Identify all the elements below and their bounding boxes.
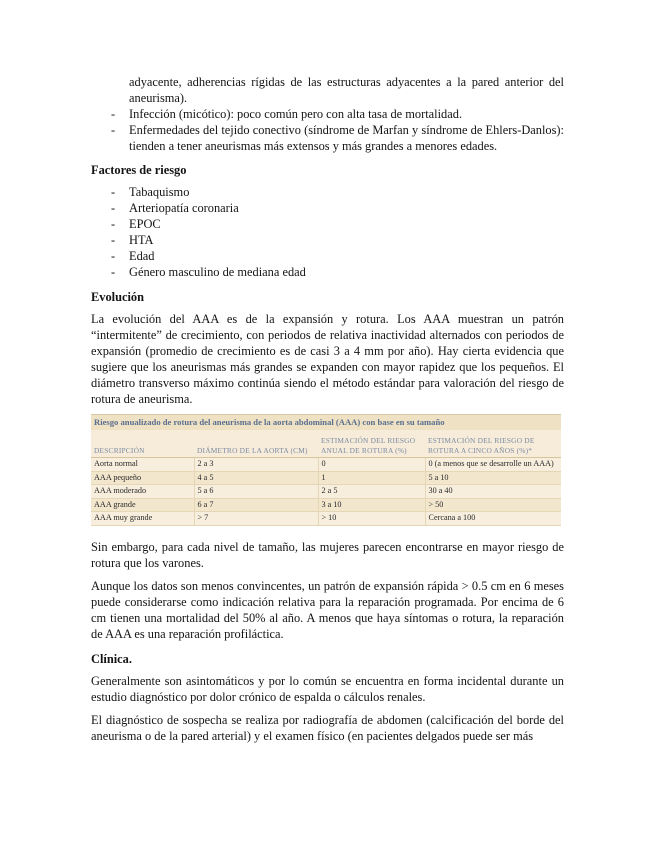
expansion-paragraph: Aunque los datos son menos convincentes, un patrón de expansión rápida > 0.5 cm en 6 meses puede considerarse como indicación relativa para la reparación programada. Por encima de 6 cm tienen una mortalidad del 50% al año. A menos que haya síntomas o rotura, la reparación de AAA es una reparación profiláctica.	[91, 578, 564, 641]
risk-factors-heading: Factores de riesgo	[91, 163, 187, 177]
table-cell: 2 a 5	[318, 485, 425, 499]
list-item	[91, 200, 564, 216]
table-cell: 0 (a menos que se desarrolle un AAA)	[425, 458, 561, 472]
table-header-cell: ESTIMACIÓN DEL RIESGO ANUAL DE ROTURA (%)	[318, 430, 425, 458]
table-header-cell: ESTIMACIÓN DEL RIESGO DE ROTURA A CINCO AÑOS (%)*	[425, 430, 561, 458]
bullet-dash: -	[111, 233, 116, 247]
clinical-paragraph: Generalmente son asintomáticos y por lo común se encuentra en forma incidental durante un estudio diagnóstico por dolor crónico de espalda o cálculos renales.	[91, 673, 564, 704]
bullet-dash: -	[111, 107, 116, 121]
table-cell: > 50	[425, 498, 561, 512]
table-cell: 30 a 40	[425, 485, 561, 499]
list-item	[91, 232, 564, 248]
table-cell: AAA pequeño	[91, 471, 194, 485]
bullet-dash: -	[111, 201, 116, 215]
table-cell: 5 a 10	[425, 471, 561, 485]
list-item-text: HTA	[129, 233, 154, 247]
table-row	[91, 485, 561, 499]
diagnosis-paragraph: El diagnóstico de sospecha se realiza por radiografía de abdomen (calcificación del borde del aneurisma o de la pared arterial) y el examen físico (en pacientes delgados puede ser más	[91, 712, 564, 743]
evolution-paragraph: La evolución del AAA es de la expansión y rotura. Los AAA muestran un patrón “intermitente” de crecimiento, con periodos de relativa inactividad alternados con periodos de expansión (promedio de crecimiento es de casi 3 a 4 mm por año). Hay cierta evidencia que sugiere que los aneurismas más grandes se expanden con mayor rapidez que los pequeños. El diámetro transverso máximo continúa siendo el método estándar para valoración del riesgo de rotura de aneurisma.	[91, 312, 564, 406]
table-cell: AAA grande	[91, 498, 194, 512]
evolution-heading: Evolución	[91, 290, 145, 304]
table-row	[91, 512, 561, 526]
bullet-dash: -	[111, 123, 116, 137]
table-cell: 5 a 6	[194, 485, 318, 499]
bullet-dash: -	[111, 265, 116, 279]
list-item-text: EPOC	[129, 217, 161, 231]
table-cell: AAA moderado	[91, 485, 194, 499]
risk-table	[91, 414, 561, 526]
document-page	[91, 74, 564, 751]
clinical-heading: Clínica.	[91, 651, 132, 666]
table-caption: Riesgo anualizado de rotura del aneurisma de la aorta abdominal (AAA) con base en su tamaño	[91, 415, 561, 430]
bullet-dash: -	[111, 185, 116, 199]
list-item	[91, 106, 564, 122]
table-cell: 2 a 3	[194, 458, 318, 472]
table-row	[91, 471, 561, 485]
table-cell: 4 a 5	[194, 471, 318, 485]
bullet-dash: -	[111, 249, 116, 263]
table-row	[91, 498, 561, 512]
women-risk-paragraph: Sin embargo, para cada nivel de tamaño, las mujeres parecen encontrarse en mayor riesgo de rotura que los varones.	[91, 539, 564, 570]
list-item-text: Arteriopatía coronaria	[129, 201, 239, 215]
risk-factors-list	[91, 184, 564, 280]
list-item-text: Género masculino de mediana edad	[129, 265, 306, 279]
table-cell: 6 a 7	[194, 498, 318, 512]
table-cell: > 10	[318, 512, 425, 526]
table-cell: 3 a 10	[318, 498, 425, 512]
causes-list	[91, 106, 564, 154]
table-cell: 1	[318, 471, 425, 485]
table-header-cell: DESCRIPCIÓN	[91, 430, 194, 458]
list-item-text: Infección (micótico): poco común pero con alta tasa de mortalidad.	[129, 107, 463, 121]
table-header-cell: DIÁMETRO DE LA AORTA (CM)	[194, 430, 318, 458]
list-item-text: Tabaquismo	[129, 185, 190, 199]
table-cell: Aorta normal	[91, 458, 194, 472]
list-item	[91, 184, 564, 200]
list-item	[91, 122, 564, 154]
bullet-dash: -	[111, 217, 116, 231]
intro-continuation: adyacente, adherencias rígidas de las estructuras adyacentes a la pared anterior del aneurisma).	[129, 75, 564, 105]
list-item-text: Enfermedades del tejido conectivo (síndrome de Marfan y síndrome de Ehlers-Danlos): tienden a tener aneurismas más extensos y más grandes a menores edades.	[129, 123, 564, 153]
list-item	[91, 248, 564, 264]
list-item	[91, 264, 564, 280]
table-cell: AAA muy grande	[91, 512, 194, 526]
table-header-row	[91, 430, 561, 458]
list-item	[91, 216, 564, 232]
table-cell: Cercana a 100	[425, 512, 561, 526]
table-cell: > 7	[194, 512, 318, 526]
table-row	[91, 458, 561, 472]
list-item-text: Edad	[129, 249, 155, 263]
table-cell: 0	[318, 458, 425, 472]
